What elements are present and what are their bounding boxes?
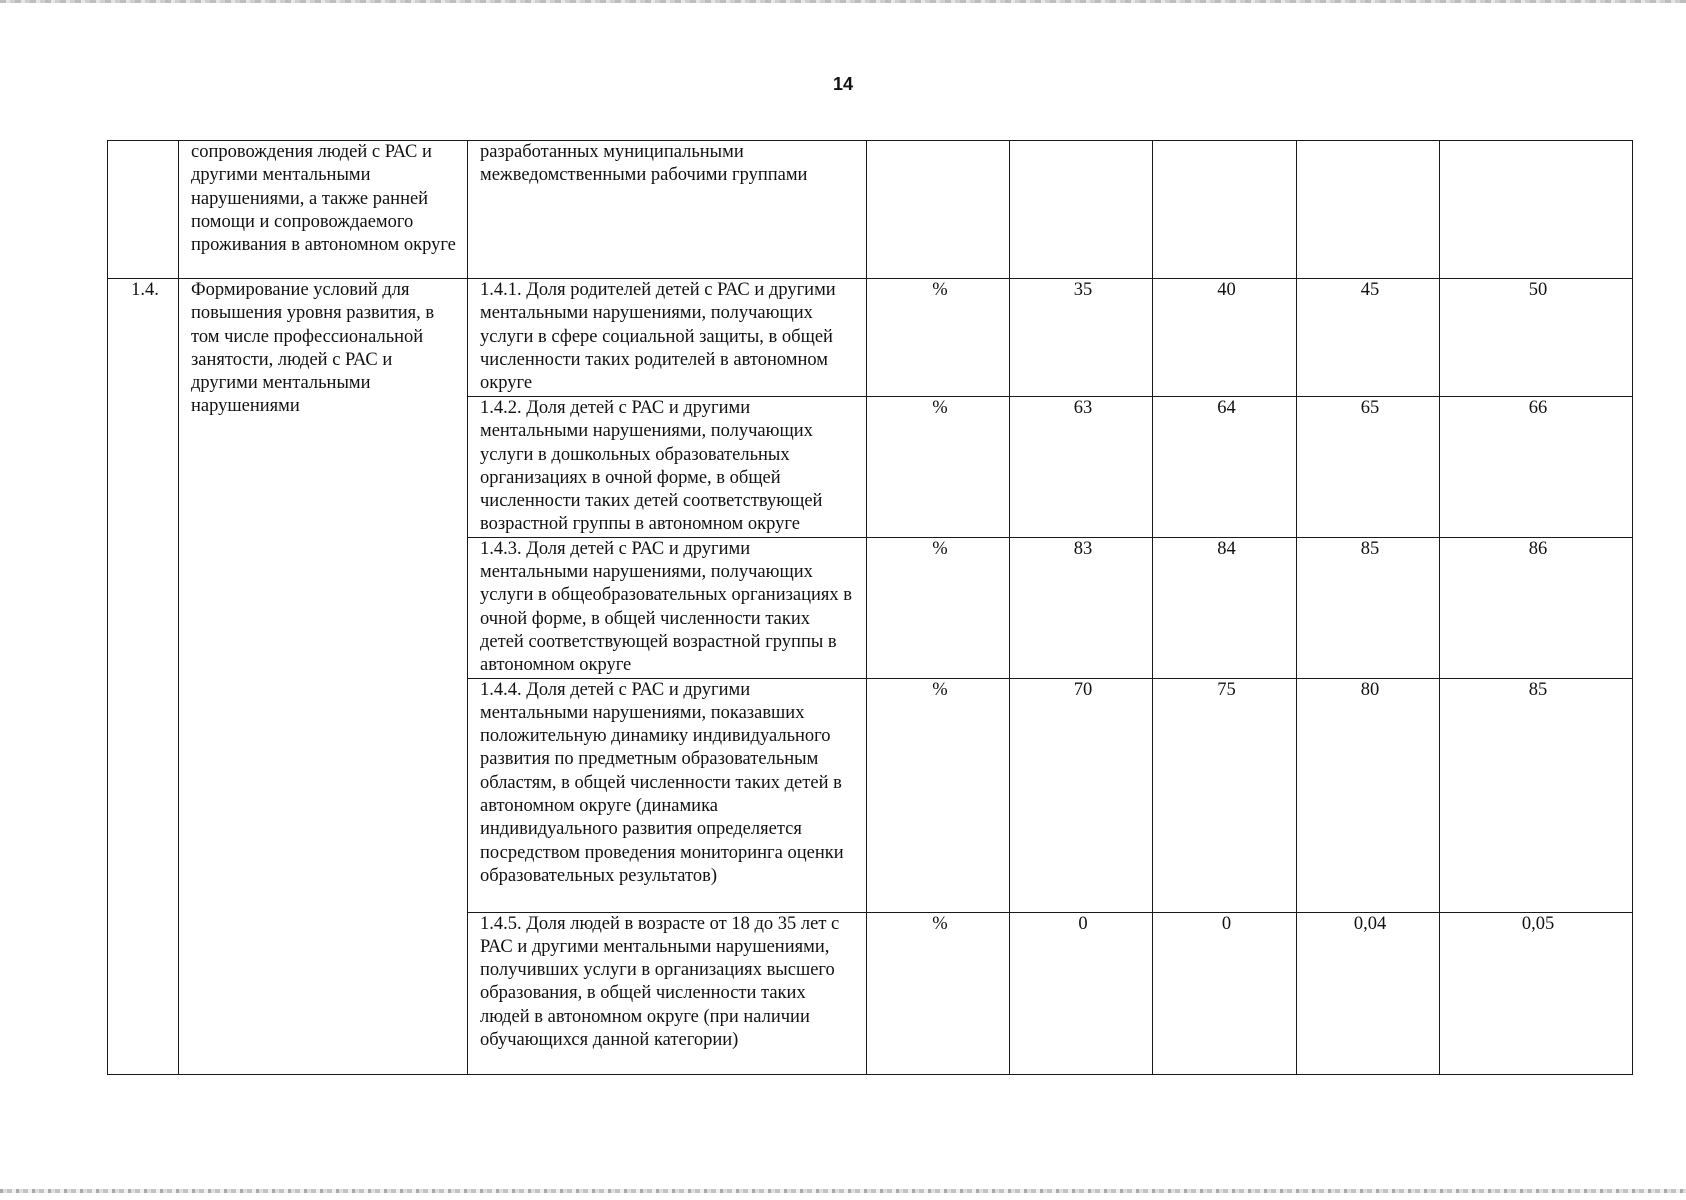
table-row (108, 141, 1633, 279)
unit-cell: % (867, 678, 1010, 912)
unit-cell: % (867, 537, 1010, 678)
value-cell (1010, 141, 1153, 279)
value-cell: 66 (1440, 397, 1633, 538)
value-cell: 75 (1153, 678, 1297, 912)
value-cell: 50 (1440, 279, 1633, 397)
table-row (108, 279, 1633, 397)
value-cell: 70 (1010, 678, 1153, 912)
value-cell: 65 (1297, 397, 1440, 538)
value-cell: 0 (1153, 912, 1297, 1074)
indicator-text: 1.4.3. Доля детей с РАС и другими ментальными нарушениями, получающих услуги в общеобразовательных организациях в очной форме, в общей численности таких детей соответствующей возрастной группы в автономном округе (468, 537, 867, 678)
value-cell: 85 (1297, 537, 1440, 678)
value-cell: 80 (1297, 678, 1440, 912)
value-cell (1153, 141, 1297, 279)
value-cell: 0 (1010, 912, 1153, 1074)
unit-cell: % (867, 397, 1010, 538)
unit-cell (867, 141, 1010, 279)
scan-edge-bottom (0, 1189, 1686, 1193)
value-cell (1440, 141, 1633, 279)
unit-cell: % (867, 279, 1010, 397)
indicator-text: 1.4.4. Доля детей с РАС и другими ментальными нарушениями, показавших положительную динамику индивидуального развития по предметным образовательным областям, в общей численности таких детей в автономном округе (динамика индивидуального развития определяется посредством проведения мониторинга оценки образовательных результатов) (468, 678, 867, 912)
indicator-cell: разработанных муниципальными межведомственными рабочими группами (468, 141, 867, 279)
indicator-text: 1.4.2. Доля детей с РАС и другими ментальными нарушениями, получающих услуги в дошкольных образовательных организациях в очной форме, в общей численности таких детей соответствующей возрастной группы в автономном округе (468, 397, 867, 538)
value-cell: 83 (1010, 537, 1153, 678)
unit-cell: % (867, 912, 1010, 1074)
value-cell (1297, 141, 1440, 279)
indicator-text: 1.4.5. Доля людей в возрасте от 18 до 35 лет с РАС и другими ментальными нарушениями, получивших услуги в организациях высшего образования, в общей численности таких людей в автономном округе (при наличии обучающихся данной категории) (468, 912, 867, 1074)
scan-edge-top (0, 0, 1686, 3)
value-cell: 40 (1153, 279, 1297, 397)
indicators-table (107, 140, 1633, 1075)
value-cell: 84 (1153, 537, 1297, 678)
value-cell: 63 (1010, 397, 1153, 538)
task-cell: сопровождения людей с РАС и другими ментальными нарушениями, а также ранней помощи и сопровождаемого проживания в автономном округе (179, 141, 468, 279)
value-cell: 45 (1297, 279, 1440, 397)
number-cell (108, 141, 179, 279)
value-cell: 0,05 (1440, 912, 1633, 1074)
value-cell: 85 (1440, 678, 1633, 912)
section-number: 1.4. (108, 279, 179, 1075)
value-cell: 0,04 (1297, 912, 1440, 1074)
indicator-text: 1.4.1. Доля родителей детей с РАС и другими ментальными нарушениями, получающих услуги в сфере социальной защиты, в общей численности таких родителей в автономном округе (468, 279, 867, 397)
section-task: Формирование условий для повышения уровня развития, в том числе профессиональной занятости, людей с РАС и другими ментальными нарушениями (179, 279, 468, 1075)
value-cell: 35 (1010, 279, 1153, 397)
value-cell: 86 (1440, 537, 1633, 678)
value-cell: 64 (1153, 397, 1297, 538)
page-number: 14 (832, 74, 854, 94)
